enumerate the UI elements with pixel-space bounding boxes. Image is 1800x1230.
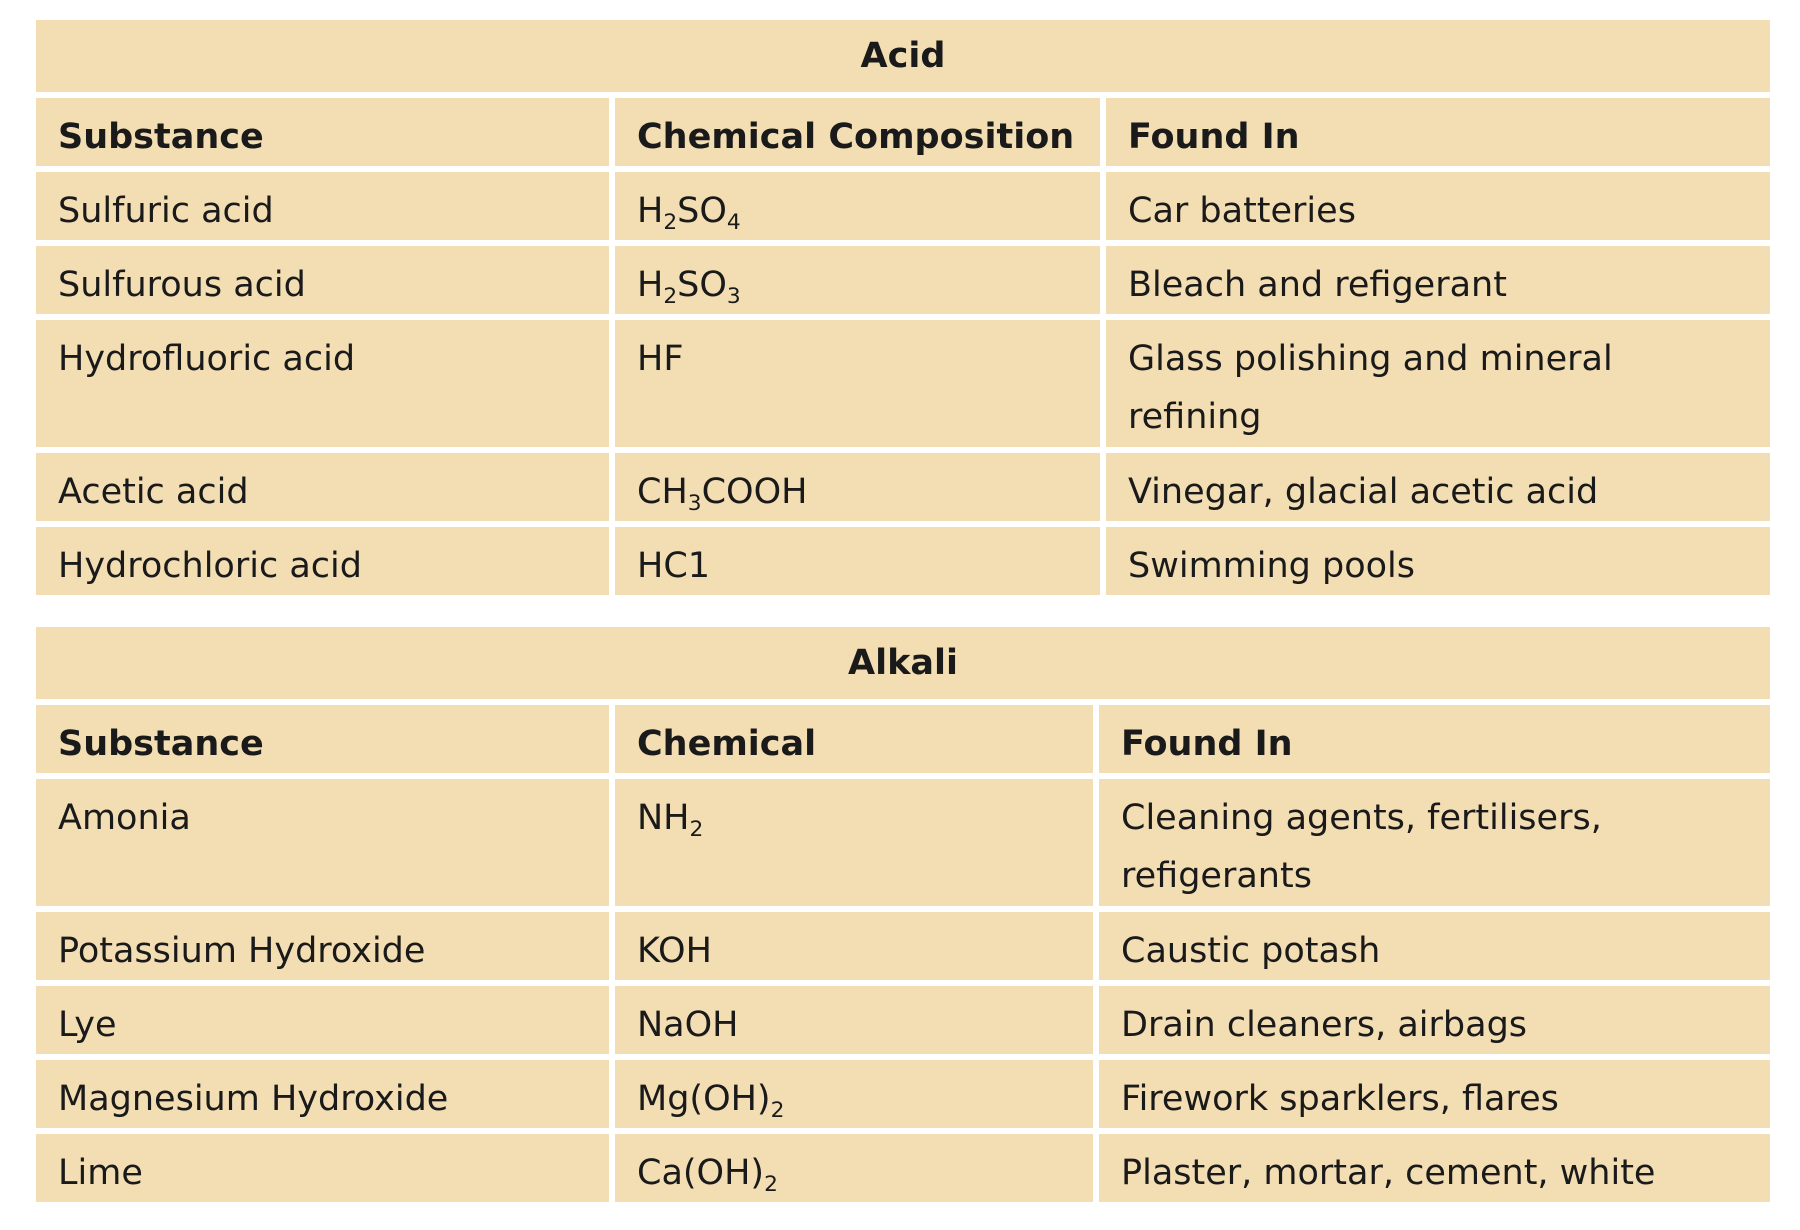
substance-cell: Sulfuric acid bbox=[36, 172, 609, 240]
formula-text: Mg(OH) bbox=[637, 1079, 771, 1119]
formula-text: H bbox=[637, 191, 664, 231]
header-found-in: Found In bbox=[1099, 705, 1770, 773]
substance-cell: Potassium Hydroxide bbox=[36, 912, 609, 980]
found-in-cell: Firework sparklers, flares bbox=[1099, 1060, 1770, 1128]
formula-text: NH bbox=[637, 798, 690, 838]
formula-subscript: 2 bbox=[689, 816, 704, 842]
header-substance: Substance bbox=[36, 705, 609, 773]
formula-text: HF bbox=[637, 339, 684, 379]
alkali-table bbox=[36, 627, 1770, 1202]
composition-cell bbox=[615, 453, 1100, 521]
found-in-cell: Cleaning agents, fertilisers, refigerants bbox=[1099, 779, 1770, 906]
header-composition: Chemical bbox=[615, 705, 1093, 773]
formula-subscript: 3 bbox=[687, 490, 702, 516]
substance-cell: Amonia bbox=[36, 779, 609, 906]
found-in-cell: Plaster, mortar, cement, white bbox=[1099, 1134, 1770, 1202]
substance-cell: Lye bbox=[36, 986, 609, 1054]
formula-text: KOH bbox=[637, 931, 712, 971]
substance-cell: Acetic acid bbox=[36, 453, 609, 521]
formula-text: SO bbox=[677, 265, 727, 305]
found-in-cell: Vinegar, glacial acetic acid bbox=[1106, 453, 1770, 521]
composition-cell bbox=[615, 172, 1100, 240]
formula-text: H bbox=[637, 265, 664, 305]
composition-cell bbox=[615, 320, 1100, 447]
found-in-cell: Caustic potash bbox=[1099, 912, 1770, 980]
formula-text: NaOH bbox=[637, 1005, 739, 1045]
substance-cell: Hydrofluoric acid bbox=[36, 320, 609, 447]
formula-subscript: 3 bbox=[726, 283, 741, 309]
composition-cell bbox=[615, 986, 1093, 1054]
substance-cell: Magnesium Hydroxide bbox=[36, 1060, 609, 1128]
alkali-table-title: Alkali bbox=[36, 627, 1770, 699]
substance-cell: Sulfurous acid bbox=[36, 246, 609, 314]
formula-text: HC1 bbox=[637, 546, 711, 586]
formula-text: SO bbox=[677, 191, 727, 231]
acid-table-title: Acid bbox=[36, 20, 1770, 92]
substance-cell: Lime bbox=[36, 1134, 609, 1202]
formula-subscript: 2 bbox=[770, 1097, 785, 1123]
formula-subscript: 2 bbox=[663, 283, 678, 309]
composition-cell bbox=[615, 1060, 1093, 1128]
formula-text: COOH bbox=[701, 472, 808, 512]
header-found-in: Found In bbox=[1106, 98, 1770, 166]
found-in-cell: Drain cleaners, airbags bbox=[1099, 986, 1770, 1054]
composition-cell bbox=[615, 246, 1100, 314]
composition-cell bbox=[615, 527, 1100, 595]
found-in-cell: Swimming pools bbox=[1106, 527, 1770, 595]
found-in-cell: Glass polishing and mineral refining bbox=[1106, 320, 1770, 447]
composition-cell bbox=[615, 1134, 1093, 1202]
composition-cell bbox=[615, 779, 1093, 906]
header-substance: Substance bbox=[36, 98, 609, 166]
formula-text: CH bbox=[637, 472, 688, 512]
formula-subscript: 2 bbox=[663, 209, 678, 235]
composition-cell bbox=[615, 912, 1093, 980]
found-in-cell: Car batteries bbox=[1106, 172, 1770, 240]
header-composition: Chemical Composition bbox=[615, 98, 1100, 166]
acid-table bbox=[36, 20, 1770, 595]
formula-subscript: 4 bbox=[726, 209, 741, 235]
formula-subscript: 2 bbox=[764, 1171, 778, 1197]
substance-cell: Hydrochloric acid bbox=[36, 527, 609, 595]
formula-text: Ca(OH) bbox=[637, 1153, 765, 1193]
found-in-cell: Bleach and refigerant bbox=[1106, 246, 1770, 314]
